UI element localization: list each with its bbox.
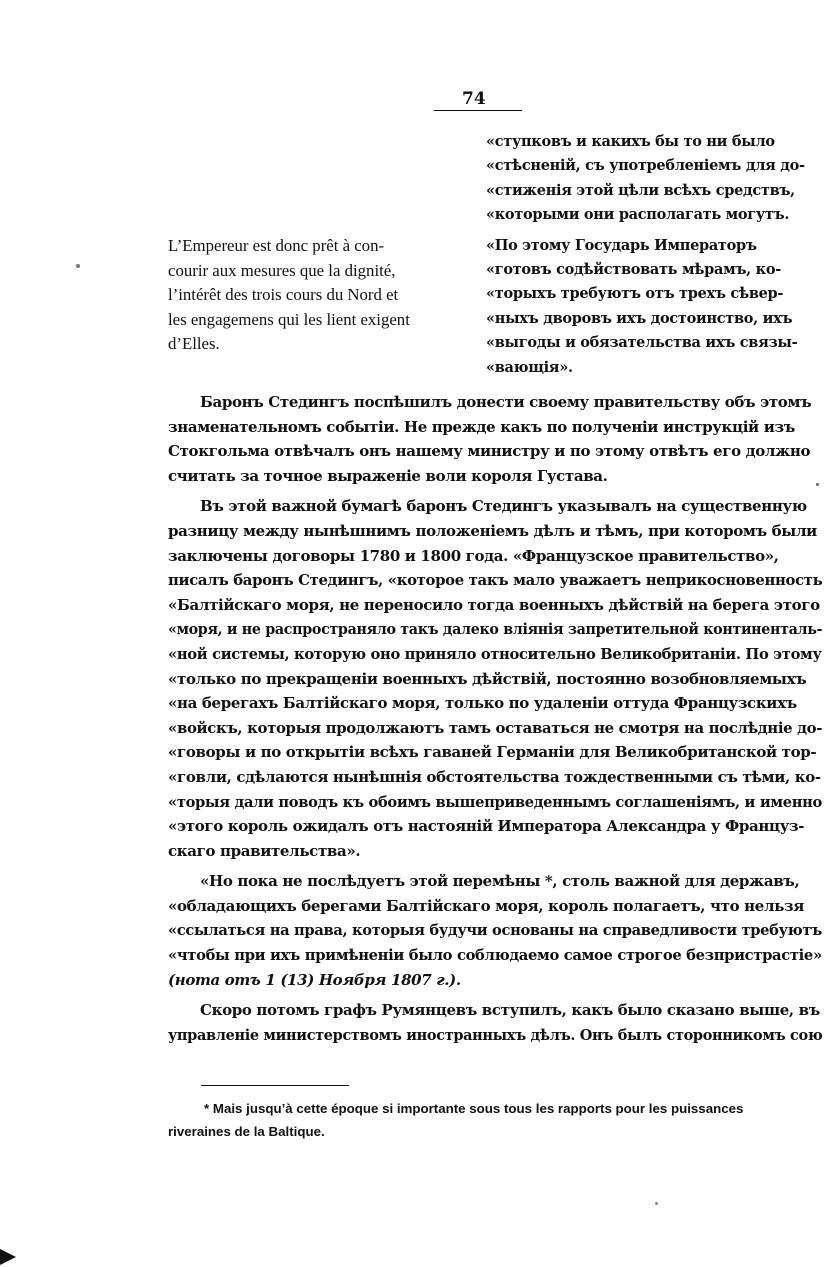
body-line: писалъ баронъ Стедингъ, «которое такъ мало уважаетъ неприкосновенность (168, 571, 823, 590)
right-column-line: «По этому Государь Императоръ (486, 236, 757, 254)
footnote-line: riveraines de la Baltique. (168, 1123, 325, 1139)
left-column-line: d’Elles. (168, 334, 220, 353)
left-column-line: les engagemens qui les lient exigent (168, 309, 410, 329)
body-line: управленіе министерствомъ иностранныхъ дѣлъ. Онъ былъ сторонникомъ сою (168, 1025, 823, 1044)
scan-speck (816, 483, 819, 486)
body-line: «торыя дали поводъ къ обоимъ вышеприведеннымъ соглашеніямъ, и именно (168, 792, 822, 811)
right-column-line: «готовъ содѣйствовать мѣрамъ, ко- (486, 261, 781, 279)
left-column-line: l’intérêt des trois cours du Nord et (168, 285, 399, 304)
body-line: «обладающихъ берегами Балтійскаго моря, король полагаетъ, что нельзя (168, 896, 804, 915)
body-line: «только по прекращеніи военныхъ дѣйствій, постоянно возобновляемыхъ (168, 669, 807, 688)
body-line: «Но пока не послѣдуетъ этой перемѣны *, столь важной для державъ, (200, 872, 800, 891)
body-line: считать за точное выраженіе воли короля Густава. (168, 466, 608, 485)
page-number: 74 (462, 89, 486, 109)
left-column-french (168, 234, 478, 357)
body-line: «Балтійскаго моря, не переносило тогда военныхъ дѣйствій на берега этого (168, 595, 820, 614)
scan-speck (76, 264, 80, 268)
body-line: «моря, и не распространяло такъ далеко вліянія запретительной континенталь- (168, 620, 823, 639)
right-column-line: «выгоды и обязательства ихъ связы- (486, 334, 798, 352)
body-line: заключены договоры 1780 и 1800 года. «Французское правительство», (168, 546, 779, 565)
paragraph (168, 998, 822, 1047)
body-line: Въ этой важной бумагѣ баронъ Стедингъ указывалъ на существенную (200, 497, 807, 516)
body-line: «на берегахъ Балтійскаго моря, только по удаленіи оттуда Французскихъ (168, 694, 797, 713)
right-column-line: «торыхъ требуютъ отъ трехъ сѣвер- (486, 285, 784, 303)
right-column (486, 130, 821, 380)
body-text (168, 390, 822, 1047)
right-column-line: «ступковъ и какихъ бы то ни было (486, 133, 775, 150)
body-line: разницу между нынѣшнимъ положеніемъ дѣлъ и тѣмъ, при которомъ были (168, 521, 817, 540)
right-column-line: «стиженія этой цѣли всѣхъ средствъ, (486, 181, 795, 199)
paragraph (168, 390, 822, 488)
body-line: Скоро потомъ графъ Румянцевъ вступилъ, какъ было сказано выше, въ (200, 1001, 820, 1020)
body-line: «чтобы при ихъ примѣненіи было соблюдаемо самое строгое безпристрастіе» (168, 946, 822, 965)
body-line: «ссылаться на права, которыя будучи основаны на справедливости требуютъ (168, 921, 822, 940)
right-column-line: «стѣсненій, съ употребленіемъ для до- (486, 157, 805, 175)
body-line: Стокгольма отвѣчалъ онъ нашему министру и по этому отвѣтъ его должно (168, 442, 811, 461)
right-column-line: «вающія». (486, 358, 573, 376)
body-line: знаменательномъ событіи. Не прежде какъ по полученіи инструкцій изъ (168, 417, 795, 436)
header-rule (434, 110, 522, 111)
scan-speck (655, 1202, 658, 1205)
body-line: «говоры и по открытіи всѣхъ гаваней Германіи для Великобританской тор- (168, 743, 817, 762)
body-line: (нота отъ 1 (13) Ноября 1807 г.). (168, 970, 461, 989)
footnote (168, 1098, 822, 1143)
footnote-line: * Mais jusqu’à cette époque si importante sous tous les rapports pour les puissances (204, 1101, 744, 1116)
body-line: «этого король ожидалъ отъ настояній Императора Александра у Француз- (168, 817, 805, 836)
body-line: «говли, сдѣлаются нынѣшнія обстоятельства тождественными съ тѣми, ко- (168, 767, 821, 786)
right-column-line: «ныхъ дворовъ ихъ достоинство, ихъ (486, 309, 793, 327)
left-column-line: L’Empereur est donc prêt à con- (168, 236, 385, 255)
paragraph (168, 869, 822, 992)
left-column-line: courir aux mesures que la dignité, (168, 260, 396, 280)
body-line: «ной системы, которую оно приняло относительно Великобританіи. По этому (168, 644, 822, 663)
corner-arrow-icon (0, 1249, 16, 1265)
body-line: «войскъ, которыя продолжаютъ тамъ оставаться не смотря на послѣдніе до- (168, 718, 823, 737)
body-line: Баронъ Стедингъ поспѣшилъ донести своему правительству объ этомъ (200, 393, 812, 411)
right-column-line: «которыми они располагать могутъ. (486, 206, 790, 224)
paragraph (168, 494, 822, 863)
footnote-rule (201, 1085, 349, 1086)
body-line: скаго правительства». (168, 841, 361, 860)
